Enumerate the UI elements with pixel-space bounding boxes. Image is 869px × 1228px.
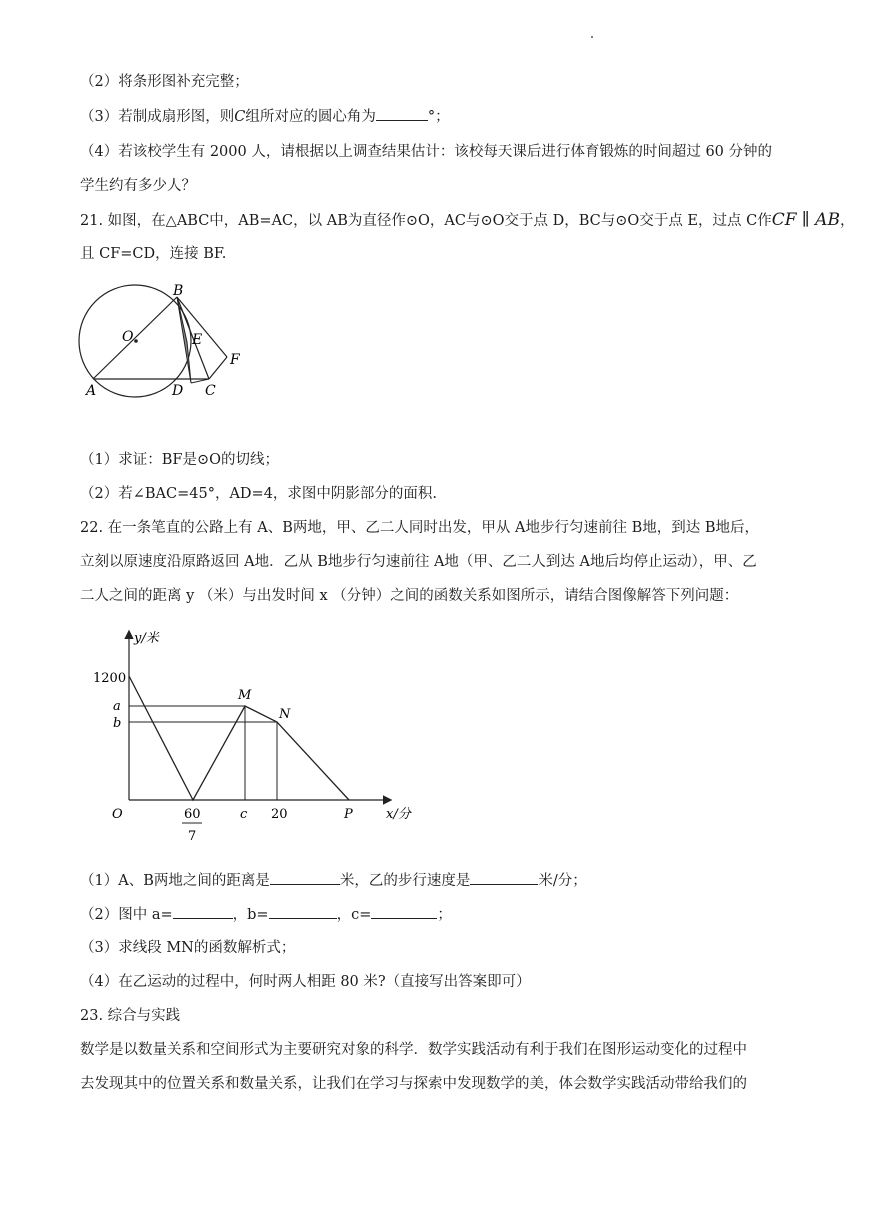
tick-20: 20	[271, 807, 288, 822]
segment-cf	[209, 357, 227, 379]
q21-part1: （1）求证：BF是⊙O的切线；	[80, 452, 279, 468]
tick-a: a	[113, 699, 121, 714]
answer-blank[interactable]	[371, 904, 437, 919]
tick-1200: 1200	[93, 671, 127, 686]
label-a: A	[86, 383, 97, 399]
center-point	[134, 339, 138, 343]
q22-part1: （1）A、B两地之间的距离是 米，乙的步行速度是 米/分；	[80, 870, 587, 891]
answer-blank[interactable]	[173, 904, 233, 919]
q23-title: 23. 综合与实践	[80, 1008, 181, 1024]
q20-part3: （3）若制成扇形图，则C组所对应的圆心角为 °；	[80, 106, 450, 127]
q22-stem-line2: 立刻以原速度沿原路返回 A地．乙从 B地步行匀速前往 A地（甲、乙二人到达 A地后均停止运动），甲、乙	[80, 554, 757, 570]
q21-stem-line1: 21. 如图，在△ABC中，AB=AC，以 AB为直径作⊙O，AC与⊙O交于点 D，BC与⊙O交于点 E，过点 C作CF ∥ AB，	[80, 210, 855, 230]
q23-line2: 去发现其中的位置关系和数量关系，让我们在学习与探索中发现数学的美，体会数学实践活动带给我们的	[80, 1076, 747, 1092]
q20-part2: （2）将条形图补充完整；	[80, 74, 249, 90]
segment-bf	[177, 297, 227, 357]
segment-ab	[93, 297, 177, 379]
label-d: D	[172, 383, 184, 399]
q22-part4: （4）在乙运动的过程中，何时两人相距 80 米?（直接写出答案即可）	[80, 974, 531, 990]
tick-60: 60	[184, 807, 201, 822]
q22-stem-line1: 22. 在一条笔直的公路上有 A、B两地，甲、乙二人同时出发，甲从 A地步行匀速前往 B地，到达 B地后，	[80, 520, 760, 536]
shaded-region	[177, 297, 191, 383]
answer-blank[interactable]	[376, 106, 428, 121]
q20-part4-line2: 学生约有多少人？	[80, 178, 196, 194]
q21-part2: （2）若∠BAC=45°，AD=4，求图中阴影部分的面积.	[80, 486, 438, 502]
q20-part4-line1: （4）若该校学生有 2000 人，请根据以上调查结果估计：该校每天课后进行体育锻炼的时间超过 60 分钟的	[80, 144, 773, 160]
x-axis-label: x/分	[386, 807, 411, 822]
origin-label: O	[112, 807, 123, 822]
label-b: B	[173, 283, 184, 299]
answer-blank[interactable]	[470, 870, 538, 885]
tick-c: c	[240, 807, 248, 822]
y-axis-label: y/米	[134, 631, 159, 646]
point-n: N	[279, 707, 291, 722]
scan-dot	[591, 36, 593, 38]
tick-p: P	[344, 807, 353, 822]
point-m: M	[238, 688, 252, 703]
q22-stem-line3: 二人之间的距离 y （米）与出发时间 x （分钟）之间的函数关系如图所示，请结合图像解答下列问题：	[80, 588, 739, 604]
answer-blank[interactable]	[270, 870, 340, 885]
label-c: C	[205, 383, 216, 399]
q21-geometry-figure	[75, 280, 265, 410]
tick-b: b	[113, 716, 122, 731]
q22-part2: （2）图中 a= ，b= ，c= ；	[80, 904, 452, 925]
q23-line1: 数学是以数量关系和空间形式为主要研究对象的科学．数学实践活动有利于我们在图形运动变化的过程中	[80, 1042, 747, 1058]
label-o: O	[122, 329, 134, 345]
label-f: F	[230, 352, 240, 368]
answer-blank[interactable]	[269, 904, 337, 919]
q22-part3: （3）求线段 MN的函数解析式；	[80, 940, 296, 956]
q22-distance-time-graph	[85, 622, 425, 847]
q21-stem-line2: 且 CF=CD，连接 BF.	[80, 246, 227, 262]
label-e: E	[192, 332, 203, 348]
tick-7: 7	[188, 829, 197, 844]
